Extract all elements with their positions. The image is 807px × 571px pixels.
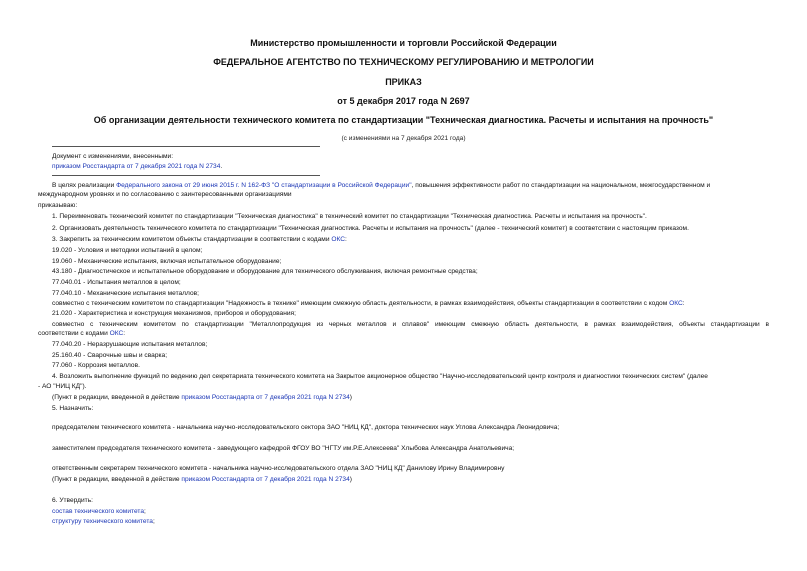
edit-note-2: (Пункт в редакции, введенной в действие приказом Росстандарта от 7 декабря 2021 года N 2734) [52,476,352,483]
composition-link[interactable]: состав технического комитета [52,508,145,515]
intro-paragraph: В целях реализации Федерального закона от 29 июня 2015 г. N 162-ФЗ "О стандартизации в Российской Федерации", повышения эффективности работ по стандартизации на национальном, межгосударственном и [52,182,711,189]
code-7704010: 77.040.10 - Механические испытания металлов; [52,290,199,297]
code-2516040: 25.160.40 - Сварочные швы и сварка; [52,352,168,359]
edit-note-link[interactable]: приказом Росстандарта от 7 декабря 2021 года N 2734 [181,476,350,483]
joint-committee-2-line1: совместно с техническим комитетом по стандартизации "Металлопродукция из черных металлов и сплавов" имеющим смежную область деятельности, в рамках взаимодействия, объекты стандартизации в [52,321,769,328]
paragraph-1: 1. Переименовать технический комитет по стандартизации "Техническая диагностика" в технический комитет по стандартизации "Техническая диагностика. Расчеты и испытания на прочность". [52,213,647,220]
code-43180: 43.180 - Диагностическое и испытательное оборудование и оборудование для технического обслуживания, включая ремонтные средства; [52,268,478,275]
order-word: приказываю: [38,202,78,209]
deputy-line: заместителем председателя технического комитета - заведующего кафедрой ФГОУ ВО "НГТУ им.Р.Е.Алексеева" Хлыбова Александра Анатольевича; [52,445,515,452]
approve-structure: структуру технического комитета; [52,518,155,525]
changes-box-top-rule [52,146,320,147]
secretary-line: ответственным секретарем технического комитета - начальника научно-исследовательского отдела ЗАО "НИЦ КД" Данилову Ирину Владимировну [52,465,505,472]
intro-paragraph-line2: международном уровнях и по согласованию с заинтересованными организациями [38,191,292,198]
changes-box-entry: приказом Росстандарта от 7 декабря 2021 года N 2734. [52,163,223,170]
changes-link[interactable]: приказом Росстандарта от 7 декабря 2021 года N 2734 [52,163,221,170]
joint-committee-1: совместно с техническим комитетом по стандартизации "Надежность в технике" имеющим смежную область деятельности, в рамках взаимодействия, объекты стандартизации в соответствии с кодом ОКС: [52,300,685,307]
agency-name: ФЕДЕРАЛЬНОЕ АГЕНТСТВО ПО ТЕХНИЧЕСКОМУ РЕГУЛИРОВАНИЮ И МЕТРОЛОГИИ [213,57,594,67]
edit-note-link[interactable]: приказом Росстандарта от 7 декабря 2021 года N 2734 [181,394,350,401]
code-7704020: 77.040.20 - Неразрушающие испытания металлов; [52,341,208,348]
okc-link[interactable]: ОКС [331,236,346,243]
code-77060: 77.060 - Коррозия металлов. [52,362,140,369]
joint-committee-2-line2: соответствии с кодами ОКС: [38,330,126,337]
paragraph-4-line1: 4. Возложить выполнение функций по ведению дел секретариата технического комитета на Закрытое акционерное общество "Научно-исследовательский центр контроля и диагностики технических систем" (далее [52,373,708,380]
paragraph-2: 2. Организовать деятельность технического комитета по стандартизации "Техническая диагностика. Расчеты и испытания на прочность" (далее - технический комитет) в соответствии с настоящим приказом. [52,225,689,232]
amend-note: (с изменениями на 7 декабря 2021 года) [341,135,466,142]
changes-box-label: Документ с изменениями, внесенными: [52,153,174,160]
paragraph-6: 6. Утвердить: [52,497,93,504]
paragraph-5: 5. Назначить: [52,405,94,412]
doc-type: ПРИКАЗ [385,77,422,87]
ministry-name: Министерство промышленности и торговли Российской Федерации [250,38,557,48]
code-19060: 19.060 - Механические испытания, включая испытательное оборудование; [52,258,282,265]
doc-date-number: от 5 декабря 2017 года N 2697 [337,96,470,106]
chairman-line: председателем технического комитета - начальника научно-исследовательского сектора ЗАО "НИЦ КД", доктора технических наук Углова Александра Леонидовича; [52,424,560,431]
federal-law-link[interactable]: Федерального закона от 29 июня 2015 г. N 162-ФЗ "О стандартизации в Российской Федерации" [116,182,412,189]
code-7704001: 77.040.01 - Испытания металлов в целом; [52,279,181,286]
code-19020: 19.020 - Условия и методики испытаний в целом; [52,247,203,254]
approve-composition: состав технического комитета; [52,508,146,515]
edit-note-1: (Пункт в редакции, введенной в действие приказом Росстандарта от 7 декабря 2021 года N 2734) [52,394,352,401]
okc-link[interactable]: ОКС [109,330,124,337]
doc-title: Об организации деятельности технического комитета по стандартизации "Техническая диагностика. Расчеты и испытания на прочность" [93,115,714,125]
paragraph-3: 3. Закрепить за техническим комитетом объекты стандартизации в соответствии с кодами ОКС: [52,236,347,243]
structure-link[interactable]: структуру технического комитета [52,518,153,525]
paragraph-4-line2: - АО "НИЦ КД"). [38,383,87,390]
okc-link[interactable]: ОКС [669,300,683,307]
changes-box-bottom-rule [52,175,320,176]
code-21020: 21.020 - Характеристика и конструкция механизмов, приборов и оборудования; [52,310,296,317]
